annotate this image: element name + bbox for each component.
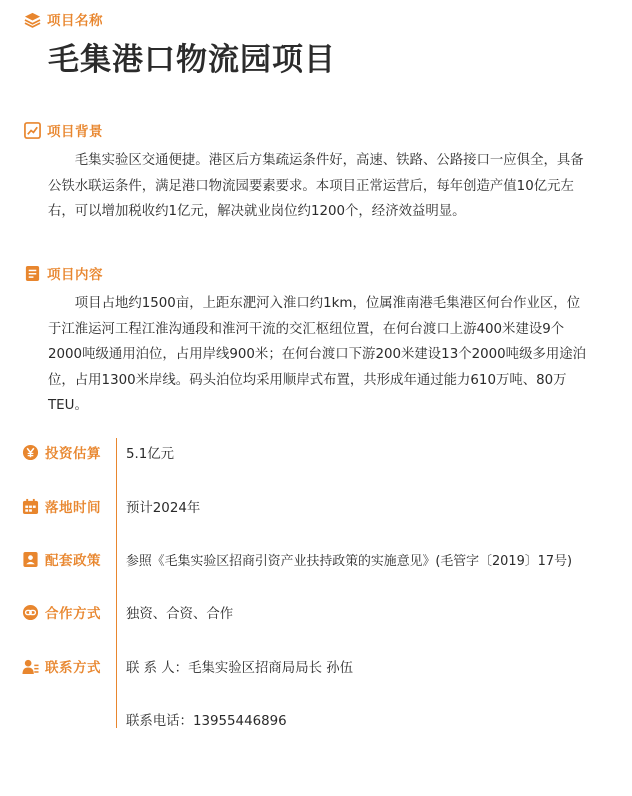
landing-time-value: 预计2024年 (126, 501, 201, 516)
content-text: 项目占地约1500亩，上距东淝河入淮口约1km，位属淮南港毛集港区何台作业区，位于江淮运河工程江淮沟通段和淮河干流的交汇枢纽位置，在何台渡口上游400米建设9个2000吨级通用泊位，占用岸线900米；在何台渡口下游200米建设13个2000吨级多用途泊位，占用1300米岸线。码头泊位均采用顺岸式布置，共形成年通过能力610万吨、80万TEU。 (48, 296, 587, 413)
background-text: 毛集实验区交通便捷。港区后方集疏运条件好，高速、铁路、公路接口一应俱全，具备公铁水联运条件，满足港口物流园要素要求。本项目正常运营后，每年创造产值10亿元左右，可以增加税收约1亿元，解决就业岗位约1200个，经济效益明显。 (48, 153, 584, 219)
investment-row (22, 442, 117, 462)
investment-value: 5.1亿元 (126, 447, 175, 462)
contact-person-value: 联 系 人：毛集实验区招商局局长 孙伍 (126, 661, 354, 676)
trend-chart-icon (24, 122, 41, 139)
cooperation-value: 独资、合资、合作 (126, 607, 234, 622)
layers-icon (24, 11, 41, 28)
link-icon (22, 604, 39, 621)
calendar-icon (22, 498, 39, 515)
landing-time-row (22, 496, 117, 516)
cooperation-label: 合作方式 (45, 606, 101, 622)
policy-row (22, 549, 117, 569)
landing-time-label: 落地时间 (45, 500, 101, 516)
page-title: 毛集港口物流园项目 (48, 42, 336, 78)
policy-icon (22, 551, 39, 568)
document-icon (24, 265, 41, 282)
investment-label: 投资估算 (45, 446, 101, 462)
policy-label: 配套政策 (45, 553, 101, 569)
divider-line (116, 438, 117, 728)
background-label: 项目背景 (47, 124, 103, 140)
policy-value: 参照《毛集实验区招商引资产业扶持政策的实施意见》(毛管字〔2019〕17号) (126, 554, 572, 569)
contact-label: 联系方式 (45, 660, 101, 676)
info-block (22, 432, 612, 732)
project-name-label: 项目名称 (47, 13, 103, 29)
yen-coin-icon (22, 444, 39, 461)
project-name-header (24, 9, 103, 29)
contact-phone-value: 联系电话：13955446896 (126, 714, 287, 729)
content-header (24, 263, 103, 283)
background-header (24, 120, 103, 140)
contact-row (22, 656, 117, 676)
contact-person-icon (22, 658, 39, 675)
content-label: 项目内容 (47, 267, 103, 283)
cooperation-row (22, 602, 117, 622)
